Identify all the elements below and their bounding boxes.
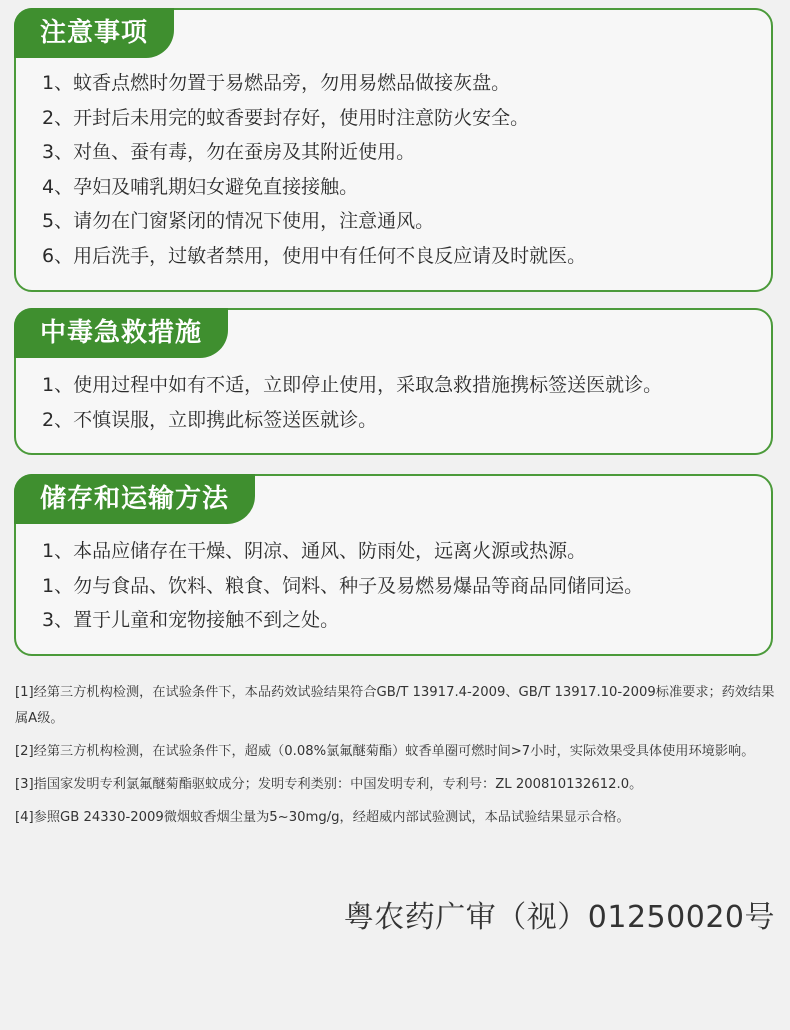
storage-card [14,474,773,656]
footnote-3: [3]指国家发明专利氯氟醚菊酯驱蚊成分；发明专利类别：中国发明专利，专利号：ZL 200810132612.0。 [15,777,643,792]
precautions-list [42,66,761,273]
list-item: 1、蚊香点燃时勿置于易燃品旁，勿用易燃品做接灰盘。 [42,72,511,94]
list-item: 6、用后洗手，过敏者禁用，使用中有任何不良反应请及时就医。 [42,244,587,267]
list-item: 1、勿与食品、饮料、粮食、饲料、种子及易燃易爆品等商品同储同运。 [42,574,644,597]
list-item: 1、使用过程中如有不适，立即停止使用，采取急救措施携标签送医就诊。 [42,374,663,396]
first-aid-list [42,368,761,437]
list-item: 4、孕妇及哺乳期妇女避免直接接触。 [42,175,359,198]
storage-list [42,534,761,638]
footnotes [15,680,777,838]
list-item: 2、不慎误服，立即携此标签送医就诊。 [42,408,378,431]
first-aid-card [14,308,773,455]
list-item: 3、置于儿童和宠物接触不到之处。 [42,609,340,631]
approval-number: 粤农药广审（视）01250020号 [343,900,775,935]
list-item: 5、请勿在门窗紧闭的情况下使用，注意通风。 [42,210,435,232]
list-item: 3、对鱼、蚕有毒，勿在蚕房及其附近使用。 [42,141,416,163]
storage-title: 储存和运输方法 [14,474,255,524]
list-item: 2、开封后未用完的蚊香要封存好，使用时注意防火安全。 [42,106,530,129]
precautions-card [14,8,773,292]
first-aid-title: 中毒急救措施 [14,308,228,358]
precautions-title: 注意事项 [14,8,174,58]
list-item: 1、本品应储存在干燥、阴凉、通风、防雨处，远离火源或热源。 [42,540,587,562]
footnote-1: [1]经第三方机构检测，在试验条件下，本品药效试验结果符合GB/T 13917.4-2009、GB/T 13917.10-2009标准要求；药效结果属A级。 [15,685,775,726]
footnote-4: [4]参照GB 24330-2009微烟蚊香烟尘量为5~30mg/g，经超威内部试验测试，本品试验结果显示合格。 [15,810,630,825]
footnote-2: [2]经第三方机构检测，在试验条件下，超威（0.08%氯氟醚菊酯）蚊香单圈可燃时间>7小时，实际效果受具体使用环境影响。 [15,744,755,759]
